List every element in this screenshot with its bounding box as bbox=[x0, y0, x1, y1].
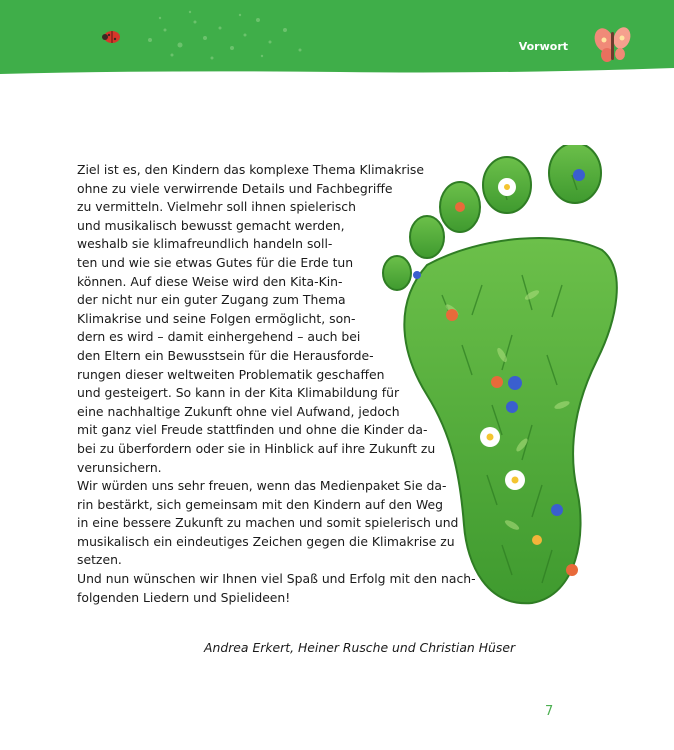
section-title: Vorwort bbox=[518, 40, 568, 53]
text-line: ohne zu viele verwirrende Details und Fachbegriffe bbox=[77, 180, 393, 196]
text-line: und gesteigert. So kann in der Kita Klimabildung für bbox=[77, 385, 400, 401]
text-line: Klimakrise und seine Folgen ermöglicht, son- bbox=[77, 310, 356, 326]
page-header bbox=[0, 0, 674, 76]
text-line: bei zu überfordern oder sie in Hinblick auf ihre Zukunft zu bbox=[77, 440, 436, 456]
text-line: Ziel ist es, den Kindern das komplexe Thema Klimakrise bbox=[77, 162, 425, 177]
text-line: Und nun wünschen wir Ihnen viel Spaß und Erfolg mit den nach- bbox=[77, 571, 476, 587]
text-line: mit ganz viel Freude stattfinden und ohne die Kinder da- bbox=[77, 422, 428, 438]
text-line: folgenden Liedern und Spielideen! bbox=[77, 589, 291, 605]
text-line: rungen dieser weltweiten Problematik geschaffen bbox=[77, 366, 385, 382]
author-signature: Andrea Erkert, Heiner Rusche und Christian Hüser bbox=[204, 640, 516, 655]
green-header-band bbox=[0, 0, 674, 76]
page-number: 7 bbox=[545, 704, 554, 719]
text-line: zu vermitteln. Vielmehr soll ihnen spielerisch bbox=[77, 199, 356, 215]
text-line: verunsichern. bbox=[77, 459, 162, 475]
text-line: der nicht nur ein guter Zugang zum Thema bbox=[77, 292, 346, 308]
text-line: eine nachhaltige Zukunft ohne viel Aufwand, jedoch bbox=[77, 403, 400, 419]
body-text bbox=[77, 161, 477, 607]
text-line: Wir würden uns sehr freuen, wenn das Medienpaket Sie da- bbox=[77, 478, 447, 494]
text-line: können. Auf diese Weise wird den Kita-Kin- bbox=[77, 273, 343, 289]
text-line: setzen. bbox=[77, 552, 122, 568]
text-line: rin bestärkt, sich gemeinsam mit den Kindern auf den Weg bbox=[77, 496, 443, 512]
text-line: ten und wie sie etwas Gutes für die Erde tun bbox=[77, 254, 354, 270]
text-line: weshalb sie klimafreundlich handeln soll- bbox=[77, 236, 333, 252]
text-line: musikalisch ein eindeutiges Zeichen gegen die Klimakrise zu bbox=[77, 533, 455, 549]
text-line: den Eltern ein Bewusstsein für die Herausforde- bbox=[77, 347, 374, 363]
text-line: dern es wird – damit einhergehend – auch bei bbox=[77, 329, 361, 345]
text-line: in eine bessere Zukunft zu machen und somit spielerisch und bbox=[77, 515, 459, 531]
text-line: und musikalisch bewusst gemacht werden, bbox=[77, 217, 345, 233]
